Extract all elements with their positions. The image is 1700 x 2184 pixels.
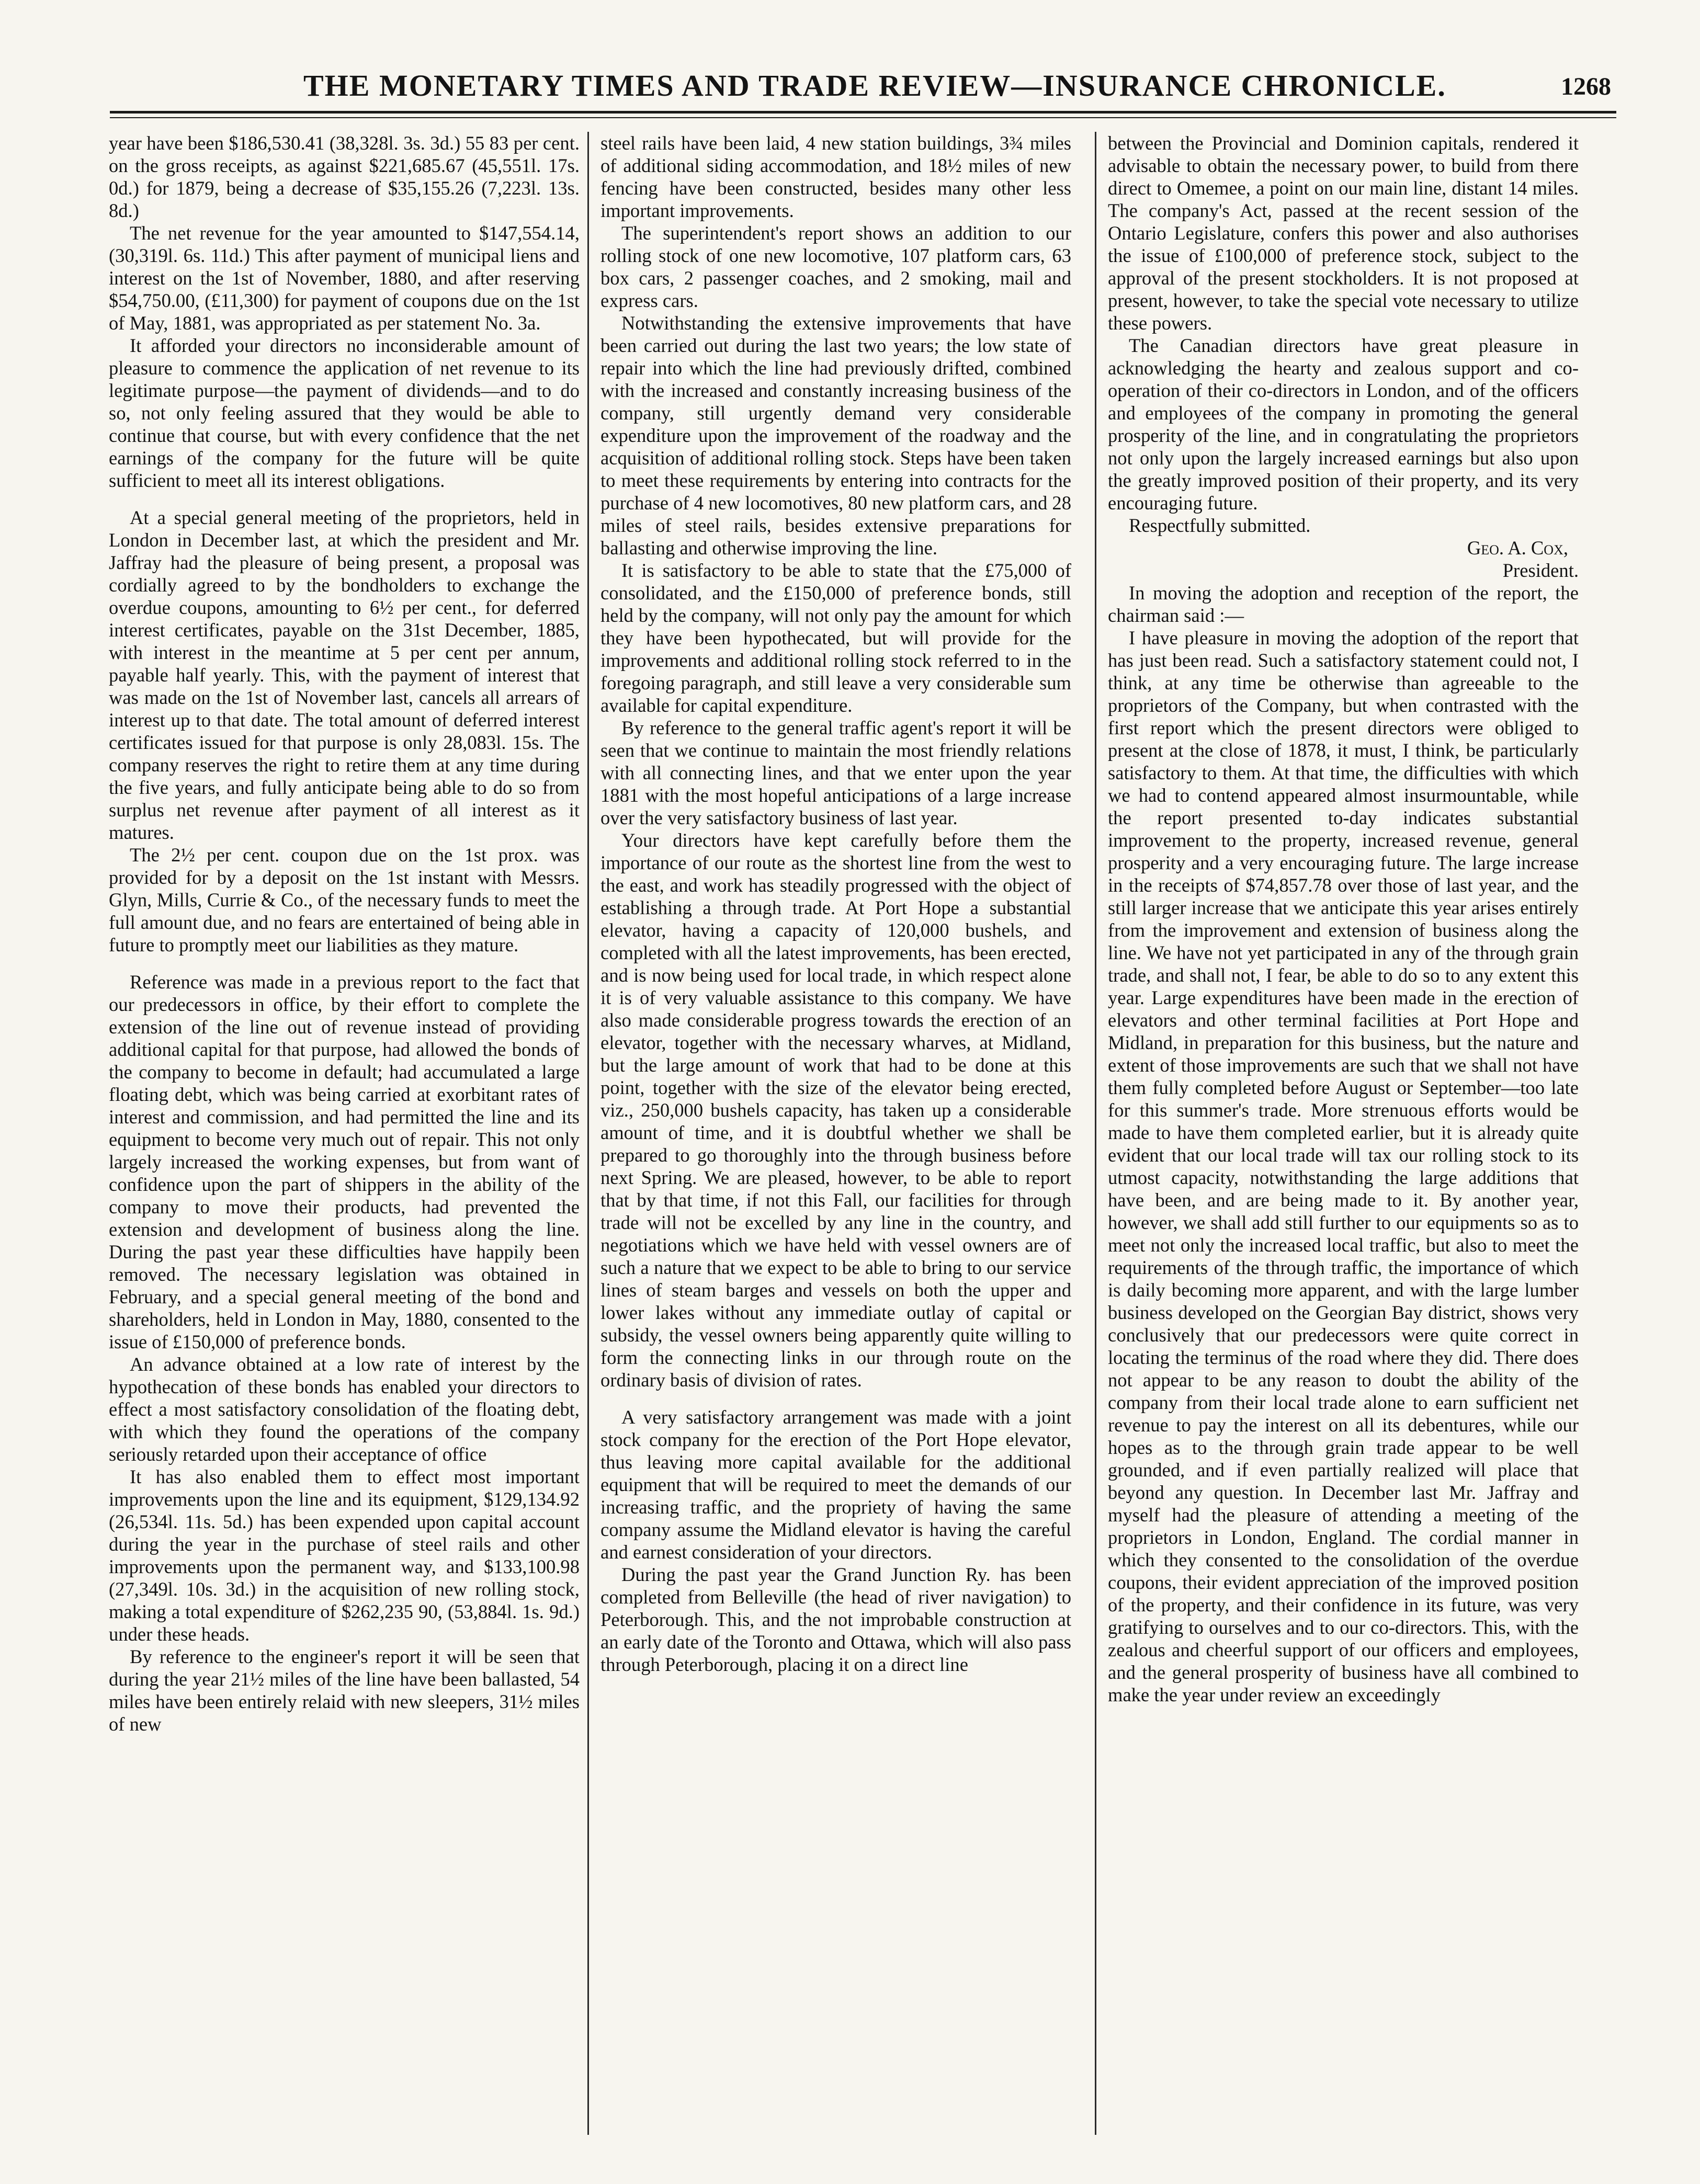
column-1 — [109, 132, 580, 2130]
paragraph: Notwithstanding the extensive improvements that have been carried out during the last two years; the low state of repair into which the line had previously drifted, combined with the increased and constantly increasing business of the company, still urgently demand very considerable expenditure upon the improvement of the roadway and the acquisition of additional rolling stock. Steps have been taken to meet these requirements by entering into contracts for the purchase of 4 new locomotives, 80 new platform cars, and 28 miles of steel rails, besides extensive preparations for ballasting and otherwise improving the line. — [600, 312, 1071, 559]
masthead-title: THE MONETARY TIMES AND TRADE REVIEW—INSURANCE CHRONICLE. — [303, 69, 1446, 103]
paragraph: It is satisfactory to be able to state that the £75,000 of consolidated, and the £150,000 of preference bonds, still held by the company, will not only pay the amount for which they have been hypothecated, but will provide for the improvements and additional rolling stock referred to in the foregoing paragraph, and still leave a very considerable sum available for capital expenditure. — [600, 560, 1071, 716]
paragraph: By reference to the engineer's report it will be seen that during the year 21½ miles of the line have been ballasted, 54 miles have been entirely relaid with new sleepers, 31½ miles of new — [109, 1646, 580, 1735]
column-2 — [600, 132, 1071, 2130]
page-number: 1268 — [1561, 73, 1611, 100]
column-divider — [587, 132, 589, 2135]
paragraph: steel rails have been laid, 4 new station buildings, 3¾ miles of additional siding accommodation, and 18½ miles of new fencing have been constructed, besides many other less important improvements. — [600, 132, 1071, 221]
paragraph: By reference to the general traffic agent's report it will be seen that we continue to maintain the most friendly relations with all connecting lines, and that we enter upon the year 1881 with the most hopeful anticipations of a large increase over the very satisfactory business of last year. — [600, 717, 1071, 828]
paragraph: A very satisfactory arrangement was made with a joint stock company for the erection of the Port Hope elevator, thus leaving more capital available for the additional equipment that will be required to meet the demands of our increasing traffic, and the propriety of having the same company assume the Midland elevator is having the careful and earnest consideration of your directors. — [600, 1406, 1071, 1563]
paragraph: The Canadian directors have great pleasure in acknowledging the hearty and zealous support and co-operation of their co-directors in London, and of the officers and employees of the company in promoting the general prosperity of the line, and in congratulating the proprietors not only upon the largely increased earnings but also upon the greatly improved position of their property, and its very encouraging future. — [1108, 335, 1579, 514]
column-3 — [1108, 132, 1579, 2130]
paragraph: Your directors have kept carefully before them the importance of our route as the shortest line from the west to the east, and work has steadily progressed with the object of establishing a through trade. At Port Hope a substantial elevator, having a capacity of 120,000 bushels, and completed with all the latest improvements, has been erected, and is now being used for local trade, in which respect alone it is of very valuable assistance to this company. We have also made considerable progress towards the erection of an elevator, together with the necessary wharves, at Midland, but the large amount of work that had to be done at this point, together with the size of the elevator being erected, viz., 250,000 bushels capacity, has taken up a considerable amount of time, and it is doubtful whether we shall be prepared to go thoroughly into the through business before next Spring. We are pleased, however, to be able to report that by that time, if not this Fall, our facilities for through trade will not be excelled by any line in the country, and negotiations which we have held with vessel owners are of such a nature that we expect to be able to bring to our service lines of steam barges and vessels on both the upper and lower lakes without any immediate outlay of capital or subsidy, the vessel owners being apparently quite willing to form the connecting links in our through route on the ordinary basis of division of rates. — [600, 829, 1071, 1391]
paragraph: The 2½ per cent. coupon due on the 1st prox. was provided for by a deposit on the 1st instant with Messrs. Glyn, Mills, Currie & Co., of the necessary funds to meet the full amount due, and no fears are entertained of being able in future to promptly meet our liabilities as they mature. — [109, 844, 580, 956]
paragraph: Respectfully submitted. — [1129, 515, 1311, 536]
paragraph: year have been $186,530.41 (38,328l. 3s. 3d.) 55 83 per cent. on the gross receipts, as against $221,685.67 (45,551l. 17s. 0d.) for 1879, being a decrease of $35,155.26 (7,223l. 13s. 8d.) — [109, 132, 580, 221]
paragraph: The superintendent's report shows an addition to our rolling stock of one new locomotive, 107 platform cars, 63 box cars, 2 passenger coaches, and 2 smoking, mail and express cars. — [600, 222, 1071, 311]
header-rule-thick — [110, 111, 1616, 113]
signature-name: Geo. A. Cox, — [1467, 537, 1568, 559]
paragraph: At a special general meeting of the proprietors, held in London in December last, at which the president and Mr. Jaffray had the pleasure of being present, a proposal was cordially agreed to by the bondholders to exchange the overdue coupons, amounting to 6½ per cent., for deferred interest certificates, payable on the 31st December, 1885, with interest in the meantime at 5 per cent per annum, payable half yearly. This, with the payment of interest that was made on the 1st of November last, cancels all arrears of interest up to that date. The total amount of deferred interest certificates issued for that purpose is only 28,083l. 15s. The company reserves the right to retire them at any time during the five years, and fully anticipate being able to do so from surplus net revenue after payment of all interest as it matures. — [109, 507, 580, 843]
paragraph: between the Provincial and Dominion capitals, rendered it advisable to obtain the necessary power, to build from there direct to Omemee, a point on our main line, distant 14 miles. The company's Act, passed at the recent session of the Ontario Legislature, confers this power and also authorises the issue of £100,000 of preference stock, subject to the approval of the present stockholders. It is not proposed at present, however, to take the special vote necessary to utilize these powers. — [1108, 132, 1579, 334]
paragraph: I have pleasure in moving the adoption of the report that has just been read. Such a satisfactory statement could not, I think, at any time be otherwise than agreeable to the proprietors of the Company, but when contrasted with the first report which the present directors were obliged to present at the close of 1878, it must, I think, be particularly satisfactory to them. At that time, the difficulties with which we had to contend appeared almost insurmountable, while the report presented to-day indicates substantial improvement to the property, increased revenue, general prosperity and a very encouraging future. The large increase in the receipts of $74,857.78 over those of last year, and the still larger increase that we anticipate this year arises entirely from the improvement and extension of business along the line. We have not yet participated in any of the through grain trade, and shall not, I fear, be able to do so to any extent this year. Large expenditures have been made in the erection of elevators and other terminal facilities at Port Hope and Midland, in preparation for this business, but the nature and extent of those improvements are such that we shall not have them fully completed before August or September—too late for this summer's trade. More strenuous efforts would be made to have them completed earlier, but it is already quite evident that our local trade will tax our rolling stock to its utmost capacity, notwithstanding the large additions that have been, and are being made to it. By another year, however, we shall add still further to our equipments so as to meet not only the increased local traffic, but also to meet the requirements of the through traffic, the importance of which is daily becoming more apparent, and with the large lumber business developed on the Georgian Bay district, shows very conclusively that our predecessors were quite correct in locating the terminus of the road where they did. There does not appear to be any reason to doubt the ability of the company from their local trade alone to earn sufficient net revenue to pay the interest on all its debentures, while our hopes as to the through grain trade appear to be well grounded, and if even partially realized will place that beyond any question. In December last Mr. Jaffray and myself had the pleasure of attending a meeting of the proprietors in London, England. The cordial manner in which they consented to the consolidation of the overdue coupons, their evident appreciation of the improved position of the property, and their confidence in its future, was very gratifying to ourselves and to our co-directors. This, with the zealous and cheerful support of our officers and employees, and the general prosperity of business have all combined to make the year under review an exceedingly — [1108, 627, 1579, 1705]
paragraph: Reference was made in a previous report to the fact that our predecessors in office, by their effort to complete the extension of the line out of revenue instead of providing additional capital for that purpose, had allowed the bonds of the company to become in default; had accumulated a large floating debt, which was being carried at exorbitant rates of interest and commission, and had permitted the line and its equipment to become very much out of repair. This not only largely increased the working expenses, but from want of confidence upon the part of shippers in the ability of the company to move their products, had prevented the extension and development of business along the line. During the past year these difficulties have happily been removed. The necessary legislation was obtained in February, and a special general meeting of the bond and shareholders, held in London in May, 1880, consented to the issue of £150,000 of preference bonds. — [109, 971, 580, 1352]
header-rule-thin — [110, 117, 1616, 118]
paragraph: It afforded your directors no inconsiderable amount of pleasure to commence the application of net revenue to its legitimate purpose—the payment of dividends—and to do so, not only feeling assured that they would be able to continue that course, but with every confidence that the net earnings of the company for the future will be quite sufficient to meet all its interest obligations. — [109, 335, 580, 491]
paragraph: The net revenue for the year amounted to $147,554.14, (30,319l. 6s. 11d.) This after payment of municipal liens and interest on the 1st of November, 1880, and after reserving $54,750.00, (£11,300) for payment of coupons due on the 1st of May, 1881, was appropriated as per statement No. 3a. — [109, 222, 580, 334]
column-divider — [1095, 132, 1096, 2135]
page-header — [105, 63, 1611, 110]
paragraph: During the past year the Grand Junction Ry. has been completed from Belleville (the head of river navigation) to Peterborough. This, and the not improbable construction at an early date of the Toronto and Ottawa, which will also pass through Peterborough, placing it on a direct line — [600, 1564, 1071, 1675]
paragraph: An advance obtained at a low rate of interest by the hypothecation of these bonds has enabled your directors to effect a most satisfactory consolidation of the floating debt, with which they found the operations of the company seriously retarded upon their acceptance of office — [109, 1353, 580, 1465]
paragraph: It has also enabled them to effect most important improvements upon the line and its equipment, $129,134.92 (26,534l. 11s. 5d.) has been expended upon capital account during the year in the purchase of steel rails and other improvements upon the permanent way, and $133,100.98 (27,349l. 10s. 3d.) in the acquisition of new rolling stock, making a total expenditure of $262,235 90, (53,884l. 1s. 9d.) under these heads. — [109, 1466, 580, 1645]
signature-title: President. — [1502, 560, 1579, 581]
paragraph: In moving the adoption and reception of the report, the chairman said :— — [1108, 582, 1579, 626]
